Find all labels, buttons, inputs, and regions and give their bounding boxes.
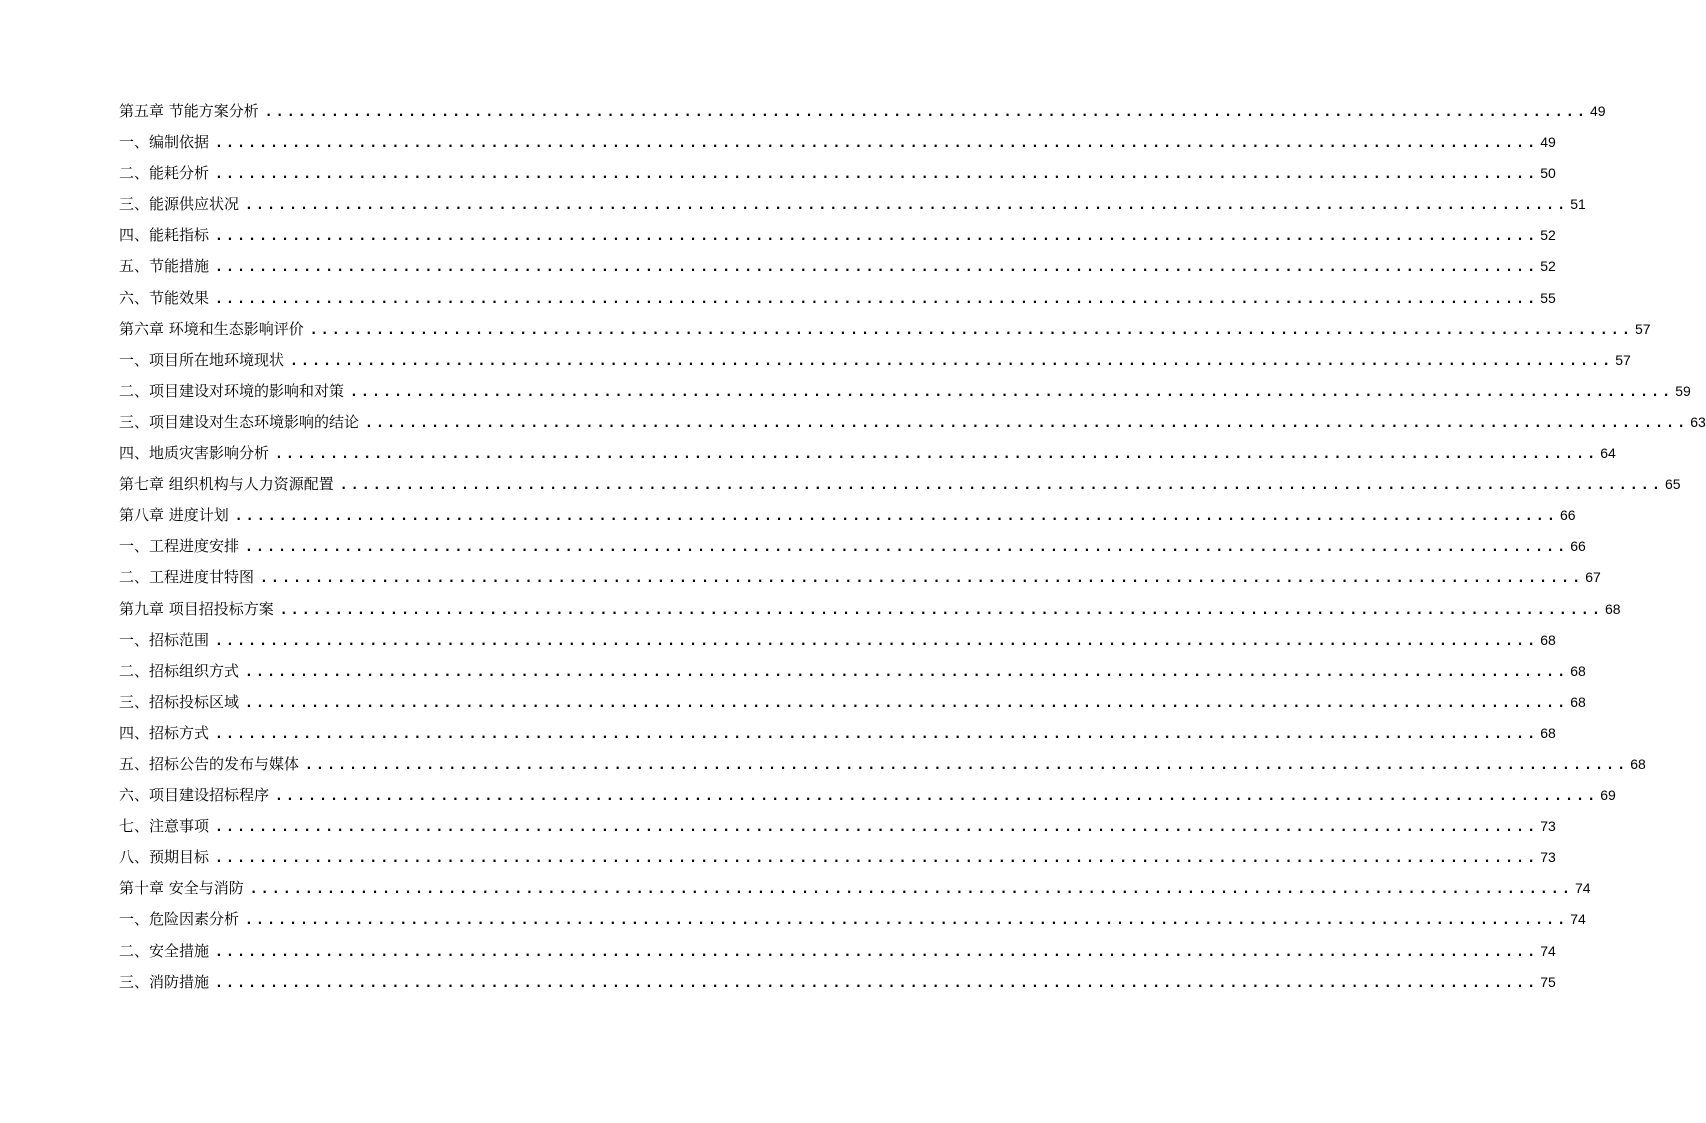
toc-entry-title: 五、节能措施 xyxy=(119,257,210,276)
dot-leader: ........................................................................................................................ xyxy=(215,260,1539,276)
toc-entry-title: 二、能耗分析 xyxy=(119,164,210,183)
toc-entry[interactable] xyxy=(119,627,1556,658)
toc-entry-page-number: 66 xyxy=(1559,507,1576,524)
toc-entry-page-number: 68 xyxy=(1570,693,1586,710)
toc-entry-page-number: 63 xyxy=(1690,413,1706,430)
toc-entry[interactable] xyxy=(119,222,1556,253)
toc-entry-page-number: 57 xyxy=(1615,351,1631,368)
toc-entry-page-number: 49 xyxy=(1589,103,1606,119)
dot-leader: ........................................................................................................................ xyxy=(215,136,1539,152)
toc-entry-title: 第五章 节能方案分析 xyxy=(119,102,259,120)
toc-entry-page-number: 64 xyxy=(1600,445,1616,462)
toc-entry-title: 四、招标方式 xyxy=(119,723,210,742)
toc-entry-page-number: 68 xyxy=(1570,662,1586,679)
dot-leader: ........................................................................................................................ xyxy=(279,602,1603,618)
toc-entry-page-number: 68 xyxy=(1540,631,1556,648)
dot-leader: ........................................................................................................................ xyxy=(245,695,1569,711)
dot-leader: ........................................................................................................................ xyxy=(215,851,1539,867)
toc-entry[interactable] xyxy=(119,471,1681,502)
toc-entry[interactable] xyxy=(119,502,1576,533)
toc-entry[interactable] xyxy=(119,98,1606,129)
toc-entry[interactable] xyxy=(119,844,1556,875)
toc-entry-page-number: 65 xyxy=(1664,476,1681,493)
toc-entry-title: 一、项目所在地环境现状 xyxy=(119,350,285,369)
dot-leader: ........................................................................................................................ xyxy=(234,509,1558,525)
toc-entry-title: 二、招标组织方式 xyxy=(119,661,240,680)
toc-entry-title: 第七章 组织机构与人力资源配置 xyxy=(119,475,334,494)
dot-leader: ........................................................................................................................ xyxy=(215,167,1539,183)
toc-entry[interactable] xyxy=(119,969,1556,1000)
toc-entry-title: 六、项目建设招标程序 xyxy=(119,786,270,805)
toc-entry-page-number: 51 xyxy=(1570,196,1586,213)
toc-entry[interactable] xyxy=(119,440,1616,471)
toc-entry-title: 三、招标投标区域 xyxy=(119,692,240,711)
dot-leader: ........................................................................................................................ xyxy=(365,415,1689,431)
toc-entry[interactable] xyxy=(119,813,1556,844)
toc-entry-title: 二、项目建设对环境的影响和对策 xyxy=(119,381,345,400)
toc-entry[interactable] xyxy=(119,191,1586,222)
toc-entry-title: 第八章 进度计划 xyxy=(119,506,229,525)
toc-entry[interactable] xyxy=(119,875,1591,906)
dot-leader: ........................................................................................................................ xyxy=(215,633,1539,649)
toc-entry-page-number: 67 xyxy=(1585,569,1601,586)
dot-leader: ........................................................................................................................ xyxy=(245,540,1569,556)
dot-leader: ........................................................................................................................ xyxy=(245,913,1569,929)
toc-entry[interactable] xyxy=(119,253,1556,284)
dot-leader: ........................................................................................................................ xyxy=(275,447,1599,463)
toc-entry[interactable] xyxy=(119,938,1556,969)
toc-entry-page-number: 52 xyxy=(1540,227,1556,244)
toc-entry-title: 三、消防措施 xyxy=(119,972,210,991)
toc-entry-title: 三、能源供应状况 xyxy=(119,195,240,214)
dot-leader: ........................................................................................................................ xyxy=(215,944,1539,960)
toc-entry-title: 第九章 项目招投标方案 xyxy=(119,599,274,618)
dot-leader: ........................................................................................................................ xyxy=(215,726,1539,742)
toc-entry-page-number: 74 xyxy=(1574,880,1591,897)
toc-entry[interactable] xyxy=(119,689,1586,720)
dot-leader: ........................................................................................................................ xyxy=(245,664,1569,680)
toc-entry-page-number: 74 xyxy=(1540,942,1556,959)
dot-leader: ........................................................................................................................ xyxy=(215,291,1539,307)
toc-entry-page-number: 50 xyxy=(1540,165,1556,182)
table-of-contents xyxy=(119,98,1706,1000)
toc-entry-title: 第六章 环境和生态影响评价 xyxy=(119,319,304,338)
toc-entry-title: 第十章 安全与消防 xyxy=(119,879,244,898)
toc-entry-title: 一、危险因素分析 xyxy=(119,910,240,929)
toc-entry-page-number: 73 xyxy=(1540,849,1556,866)
toc-entry-title: 四、地质灾害影响分析 xyxy=(119,444,270,463)
toc-entry-page-number: 68 xyxy=(1630,755,1646,772)
dot-leader: ........................................................................................................................ xyxy=(339,478,1663,494)
toc-entry[interactable] xyxy=(119,906,1586,937)
dot-leader: ........................................................................................................................ xyxy=(305,757,1629,773)
dot-leader: ........................................................................................................................ xyxy=(275,789,1599,805)
toc-entry[interactable] xyxy=(119,409,1706,440)
dot-leader: ........................................................................................................................ xyxy=(215,229,1539,245)
dot-leader: ........................................................................................................................ xyxy=(215,975,1539,991)
dot-leader: ........................................................................................................................ xyxy=(260,571,1584,587)
toc-entry-title: 一、编制依据 xyxy=(119,133,210,152)
toc-entry-title: 八、预期目标 xyxy=(119,848,210,867)
dot-leader: ........................................................................................................................ xyxy=(290,353,1614,369)
toc-entry-page-number: 52 xyxy=(1540,258,1556,275)
toc-entry-title: 四、能耗指标 xyxy=(119,226,210,245)
dot-leader: ........................................................................................................................ xyxy=(309,322,1633,338)
dot-leader: ........................................................................................................................ xyxy=(215,820,1539,836)
dot-leader: ........................................................................................................................ xyxy=(350,384,1674,400)
toc-entry[interactable] xyxy=(119,782,1616,813)
toc-entry[interactable] xyxy=(119,658,1586,689)
toc-entry[interactable] xyxy=(119,720,1556,751)
toc-entry-title: 六、节能效果 xyxy=(119,288,210,307)
toc-entry[interactable] xyxy=(119,596,1621,627)
toc-entry-title: 七、注意事项 xyxy=(119,817,210,836)
toc-entry-page-number: 74 xyxy=(1570,911,1586,928)
toc-entry-title: 二、工程进度甘特图 xyxy=(119,568,255,587)
toc-entry-title: 二、安全措施 xyxy=(119,941,210,960)
toc-entry-page-number: 55 xyxy=(1540,289,1556,306)
toc-entry-page-number: 59 xyxy=(1675,382,1691,399)
toc-entry[interactable] xyxy=(119,316,1651,347)
toc-entry[interactable] xyxy=(119,285,1556,316)
toc-entry-page-number: 68 xyxy=(1540,724,1556,741)
toc-entry[interactable] xyxy=(119,378,1691,409)
dot-leader: ........................................................................................................................ xyxy=(245,198,1569,214)
toc-entry-title: 一、工程进度安排 xyxy=(119,537,240,556)
dot-leader: ........................................................................................................................ xyxy=(264,105,1588,120)
toc-entry-page-number: 69 xyxy=(1600,787,1616,804)
toc-entry-page-number: 57 xyxy=(1634,320,1651,337)
toc-entry-page-number: 68 xyxy=(1604,600,1621,617)
toc-entry[interactable] xyxy=(119,533,1586,564)
toc-entry-page-number: 73 xyxy=(1540,818,1556,835)
toc-entry-page-number: 75 xyxy=(1540,973,1556,990)
toc-entry[interactable] xyxy=(119,160,1556,191)
dot-leader: ........................................................................................................................ xyxy=(249,882,1573,898)
toc-entry[interactable] xyxy=(119,129,1556,160)
toc-entry-page-number: 49 xyxy=(1540,134,1556,151)
toc-entry-title: 五、招标公告的发布与媒体 xyxy=(119,754,300,773)
toc-entry-page-number: 66 xyxy=(1570,538,1586,555)
toc-entry-title: 三、项目建设对生态环境影响的结论 xyxy=(119,412,360,431)
toc-entry[interactable] xyxy=(119,751,1646,782)
toc-entry-title: 一、招标范围 xyxy=(119,630,210,649)
toc-entry[interactable] xyxy=(119,564,1601,595)
toc-entry[interactable] xyxy=(119,347,1631,378)
